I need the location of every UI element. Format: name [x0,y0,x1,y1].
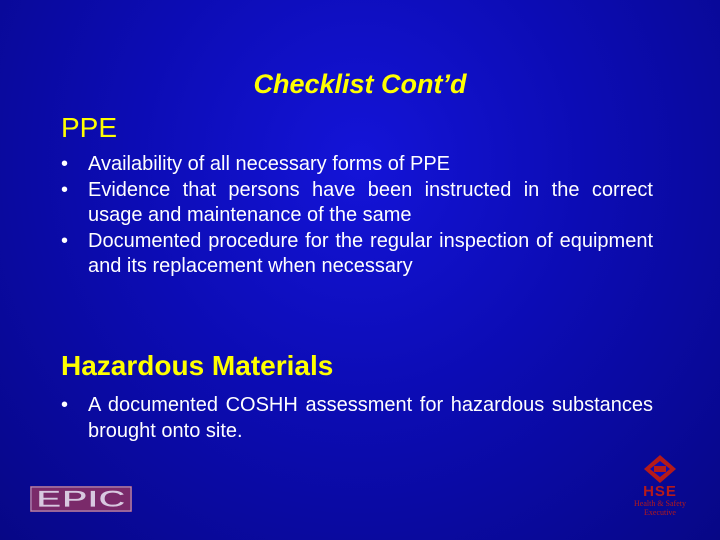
slide-title: Checklist Cont’d [253,69,467,99]
hse-abbr: HSE [643,483,677,500]
hazardous-bullet-list [61,393,653,444]
list-item [61,393,653,444]
hse-line2: Executive [644,508,676,517]
bullet-text: Availability of all necessary forms of PPE [88,153,451,175]
ppe-bullet-list [61,152,653,280]
bullet-text: Documented procedure for the regular inspection of equipment and its replacement when necessary [88,229,653,277]
hse-line1: Health & Safety [634,499,686,508]
bullet-marker: • [61,178,69,201]
list-item [61,178,653,229]
bullet-marker: • [61,229,69,252]
bullet-marker: • [61,394,69,416]
svg-text:EPIC: EPIC [36,486,126,512]
bullet-marker: • [61,153,69,175]
bullet-text: A documented COSHH assessment for hazardous substances brought onto site. [88,394,653,442]
section-heading-ppe: PPE [61,112,118,143]
hse-emblem-icon [643,454,677,484]
section-heading-hazardous-materials: Hazardous Materials [61,350,334,381]
epic-logo [30,486,132,512]
list-item [61,229,653,280]
hse-logo [624,454,696,528]
bullet-text: Evidence that persons have been instructed in the correct usage and maintenance of the same [88,178,653,226]
list-item [61,152,653,178]
